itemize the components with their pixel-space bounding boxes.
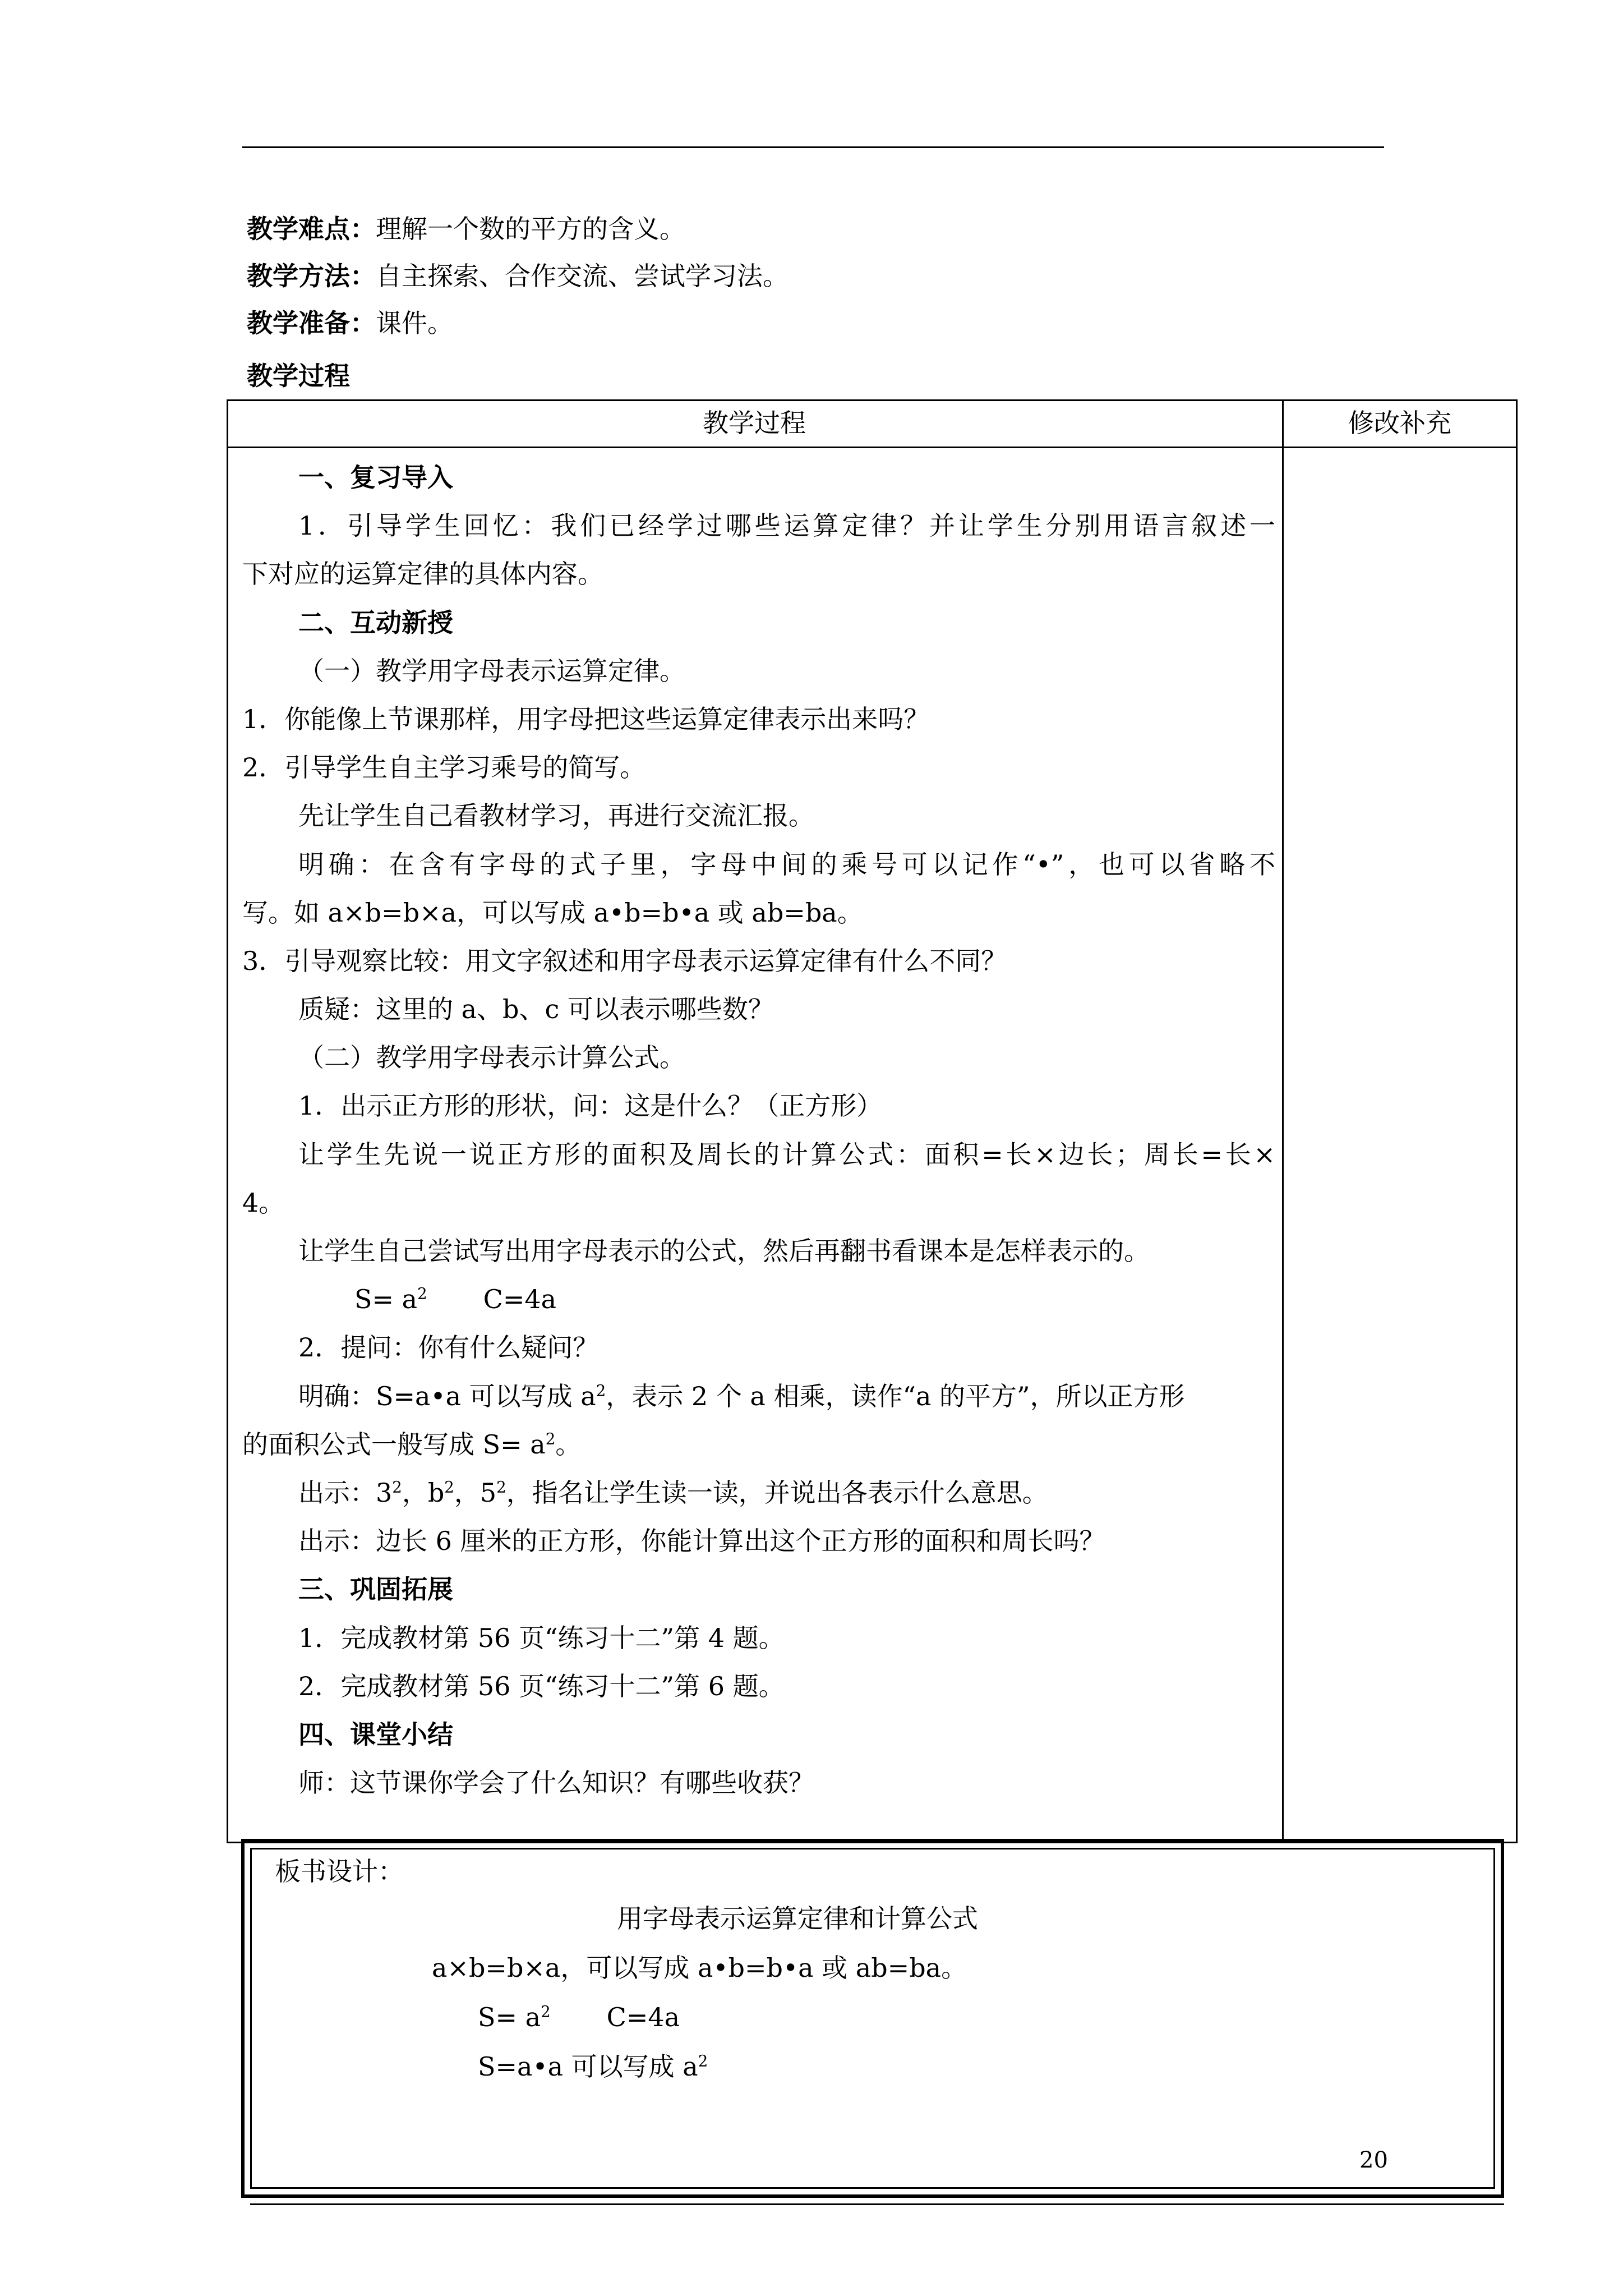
paragraph: 出示：$3^2$，$b^2$，$5^2$，指名让学生读一读，并说出各表示什么意思。 xyxy=(298,1477,1048,1508)
paragraph: （二）教学用字母表示计算公式。 xyxy=(298,1042,685,1073)
paragraph: 4。 xyxy=(242,1187,285,1218)
table-column-divider xyxy=(1282,399,1284,1843)
paragraph: 3．引导观察比较：用文字叙述和用字母表示运算定律有什么不同？ xyxy=(242,945,1007,976)
board-bottom-rule xyxy=(250,2203,1504,2205)
lesson-content xyxy=(242,453,1275,1807)
paragraph: 让学生先说一说正方形的面积及周长的计算公式：面积=长×边长；周长=长× xyxy=(298,1139,1275,1170)
board-title: 用字母表示运算定律和计算公式 xyxy=(617,1903,978,1934)
board-formula-line: $S= a^2$ C=4a xyxy=(478,2002,680,2032)
paragraph: （一）教学用字母表示运算定律。 xyxy=(298,655,685,686)
paragraph: 2．完成教材第 56 页“练习十二”第 6 题。 xyxy=(298,1671,785,1701)
page-number: 20 xyxy=(1359,2147,1388,2173)
paragraph: 让学生自己尝试写出用字母表示的公式，然后再翻书看课本是怎样表示的。 xyxy=(298,1236,1150,1266)
paragraph: 1．你能像上节课那样，用字母把这些运算定律表示出来吗？ xyxy=(242,703,930,734)
section-heading: 教学过程 xyxy=(247,361,350,391)
table-header-divider xyxy=(227,447,1518,448)
paragraph: 2．提问：你有什么疑问？ xyxy=(298,1332,599,1363)
paragraph: 2．引导学生自主学习乘号的简写。 xyxy=(242,752,646,783)
paragraph: 1．出示正方形的形状，问：这是什么？（正方形） xyxy=(298,1091,883,1121)
section-new-teaching: 二、互动新授 xyxy=(298,607,453,638)
board-line-1: a×b=b×a，可以写成 a•b=b•a 或 ab=ba。 xyxy=(432,1953,967,1983)
paragraph: 师：这节课你学会了什么知识？有哪些收获？ xyxy=(298,1768,814,1798)
section-consolidation: 三、巩固拓展 xyxy=(298,1574,453,1605)
header-rule xyxy=(242,146,1384,148)
paragraph: 下对应的运算定律的具体内容。 xyxy=(242,559,603,590)
meta-difficulty: 教学难点：理解一个数的平方的含义。 xyxy=(247,214,685,244)
board-design-inner-frame xyxy=(250,1848,1495,2189)
paragraph: 明确：S=a•a 可以写成 $a^2$，表示 2 个 a 相乘，读作“a 的平方”，所以正方形 xyxy=(298,1381,1185,1411)
paragraph: 1．引导学生回忆：我们已经学过哪些运算定律？并让学生分别用语言叙述一 xyxy=(298,510,1275,541)
table-header-notes: 修改补充 xyxy=(1348,408,1451,438)
meta-method: 教学方法：自主探索、合作交流、尝试学习法。 xyxy=(247,261,789,291)
paragraph: 1．完成教材第 56 页“练习十二”第 4 题。 xyxy=(298,1622,785,1653)
paragraph: 写。如 a×b=b×a，可以写成 a•b=b•a 或 ab=ba。 xyxy=(242,897,863,928)
paragraph: 质疑：这里的 a、b、c 可以表示哪些数？ xyxy=(298,994,774,1025)
board-line-3: S=a•a 可以写成 $a^2$ xyxy=(478,2051,708,2082)
formula-line: $S= a^2$ C=4a xyxy=(354,1284,557,1315)
paragraph: 出示：边长 6 厘米的正方形，你能计算出这个正方形的面积和周长吗？ xyxy=(298,1526,1105,1557)
section-review: 一、复习导入 xyxy=(298,462,453,493)
table-header-process: 教学过程 xyxy=(703,408,806,438)
board-label: 板书设计： xyxy=(275,1856,404,1887)
section-summary: 四、课堂小结 xyxy=(298,1719,453,1750)
paragraph: 先让学生自己看教材学习，再进行交流汇报。 xyxy=(298,800,814,831)
paragraph: 的面积公式一般写成 $S= a^2$。 xyxy=(242,1429,582,1460)
meta-preparation: 教学准备：课件。 xyxy=(247,308,453,338)
paragraph: 明确：在含有字母的式子里，字母中间的乘号可以记作“•”，也可以省略不 xyxy=(298,849,1275,880)
